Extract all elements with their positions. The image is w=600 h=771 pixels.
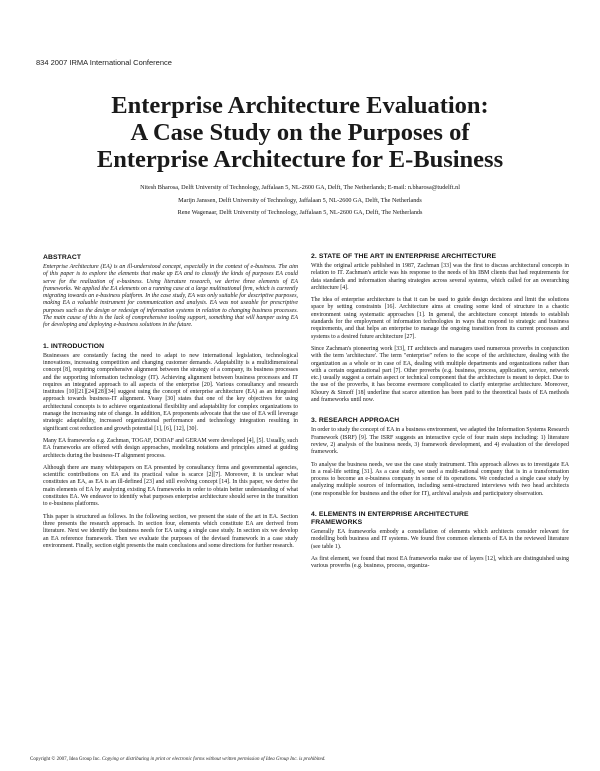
paragraph: Generally EA frameworks embody a constellation of elements which architects consider relevant for modelling both business and IT systems. We found five common elements of EA in the reviewed literature (see table 1). — [311, 529, 569, 550]
copyright-text: Copyright © 2007, Idea Group Inc. — [30, 757, 101, 762]
paragraph: In order to study the concept of EA in a business environment, we adapted the Information Systems Research Framework (ISRF) [9]. The ISRF suggests an interactive cycle of four main steps including: 1) literature review, 2) analysis of the business needs, 3) framework development, and 4) evaluation of the developed framework. — [311, 427, 569, 456]
title-line: Enterprise Architecture for E-Business — [96, 146, 504, 173]
title-line: Enterprise Architecture Evaluation: — [111, 92, 489, 119]
section-heading-elements — [311, 511, 569, 527]
heading-line: 4. ELEMENTS IN ENTERPRISE ARCHITECTURE — [311, 511, 469, 519]
author-line: Marijn Janssen, Delft University of Technology, Jaffalaan 5, NL-2600 GA, Delft, The Netherlands — [178, 196, 422, 204]
heading-line: FRAMEWORKS — [311, 519, 363, 527]
paragraph: Since Zachman's pioneering work [33], IT architects and managers used numerous proverbs in conjunction with the term 'architecture'. The term "enterprise" refers to the scope of the architecture, dealing with the organization as a whole or in case of EA, dealing with multiple departments and organizations rather than with a certain organizational part [7]. Other proverbs (e.g. business, process, application, service, network etc.) usually suggest a certain aspect or technical component that the architecture is meant to depict. Due to the use of the proverbs, it has become evermore complicated to clarify enterprise architecture. Moreover, Khoury & Simoff [18] underline that scarce attention has been paid to the theoretical basis of EA methods and frameworks until now. — [311, 345, 569, 404]
author-line: Nitesh Bharosa, Delft University of Technology, Jaffalaan 5, NL-2600 GA, Delft, The Netherlands; E-mail: n.bharosa@tudelft.nl — [140, 184, 460, 191]
section-heading-research-approach: 3. RESEARCH APPROACH — [311, 417, 400, 425]
abstract-heading: ABSTRACT — [43, 254, 82, 261]
running-head: 834 2007 IRMA International Conference — [36, 58, 172, 67]
left-column — [43, 254, 298, 555]
paragraph: This paper is structured as follows. In the following section, we present the state of the art in EA. Section three presents the research approach. In section four, elements which constitute EA are derived from literature. Next we identify the business needs for EA using a single case study. In section six we develop an EA reference framework. Then we evaluate the purposes of the devised framework in a case study environment. Finally, section eight presents the main conclusions and some directions for further research. — [43, 513, 298, 549]
right-column — [311, 253, 569, 576]
paragraph: Many EA frameworks e.g. Zachman, TOGAF, DODAF and GERAM were developed [4], [5]. Usually, such EA frameworks are offered with design approaches, modeling notations and principles aimed at guiding architects during the business-IT alignment process. — [43, 437, 298, 459]
paragraph: The idea of enterprise architecture is that it can be used to guide design decisions and limit the solutions space by setting constraints [16]. Architecture aims at creating some kind of structure in a chaotic environment using systematic approaches [1]. In general, the architecture concept intends to establish standards for the employment of information technologies in ways that respond to strategic and business requirements, and that helps an enterprise to manage the ongoing transition from its current processes and systems to a desired future architecture [27]. — [311, 297, 569, 340]
author-list — [36, 182, 564, 220]
paragraph: With the original article published in 1987, Zachman [33] was the first to discuss architectural concepts in relation to IT. Zachman's article was his response to the needs of his IBM clients that had requirements for data standards and information sharing strategies across several systems, which called for an overarching architecture [4]. — [311, 263, 569, 291]
section-heading-introduction: 1. INTRODUCTION — [43, 342, 105, 350]
copyright-footer — [30, 757, 575, 763]
title-line: A Case Study on the Purposes of — [130, 119, 470, 146]
paragraph: To analyse the business needs, we use the case study instrument. This approach allows us to investigate EA in a real-life setting [31]. As a case study, we used a multi-national company that is in a transformation process to become an e-business company in some of its operations. We conducted a single case study by analyzing multiple sources of information, including semi-structured interviews with two head architects (one responsible for business and the other for IT), archival analysis and participatory observation. — [311, 461, 569, 497]
abstract-text: Enterprise Architecture (EA) is an ill-understood concept, especially in the context of e-business. The aim of this paper is to explore the elements that make up EA and to classify the kinds of purposes EA could serve for the realization of e-business. Using literature research, we derive three elements of EA frameworks. We applied the EA elements on a running case at a large multinational firm, which is currently migrating towards an e-business platform. In the case study, EA was only suitable for descriptive purposes, making EA a valuable instrument for communication and analysis. EA was not useable for prescriptive purposes such as the design or redesign of information systems in relation to changing business processes. The main cause of this is the lack of comprehensive tooling support, something that will hamper using EA for developing and deploying e-business solutions in the future. — [43, 264, 298, 329]
paragraph: As first element, we found that most EA frameworks make use of layers [12], which are distinguished using various proverbs (e.g. business, process, organiza- — [311, 555, 569, 570]
copyright-notice: Copying or distributing in print or electronic forms without written permission of Idea Group Inc. is prohibited. — [101, 757, 326, 762]
paragraph: Businesses are constantly facing the need to adapt to new international legislation, technological innovations, increasing competition and changing customer demands. Adaptability is a multidimensional concept [8], requiring comprehensive alignment between the strategy of a company, its business processes and the supporting information technology (IT). Achieving alignment between business processes and IT requires an integrated approach to all aspects of the enterprise [20]. Various consultancy and research institutes [10][21][24][28][34] suggest using the concept of enterprise architecture (EA) as an integrated approach towards business-IT alignment. Veasy [30] states that one of the key objectives for using architectural concepts is to achieve organizational flexibility and adaptability for complex organizations to manage the increasing rate of change. In addition, EA proponents advocate that the use of EA will leverage strategic adaptability, increased organizational performance and technology integration resulting in significant cost reduction and growth potential [1], [6], [12], [30]. — [43, 352, 298, 432]
paper-title — [20, 92, 580, 173]
author-line: Rene Wagenaar, Delft University of Technology, Jaffalaan 5, NL-2600 GA, Delft, The Netherlands — [177, 209, 423, 216]
paragraph: Although there are many whitepapers on EA presented by consultancy firms and governmental agencies, scientific contributions on EA and its practical value is scarce [2][7]. Moreover, it is unclear what constitutes an EA, as EA is an ill-defined [23] and still evolving concept [14]. In this paper, we derive the main elements of EA by analyzing existing EA frameworks in order to obtain better understanding of what constitutes EA. We endeavor to identify what purposes enterprise architecture should serve in the transition to e-business platforms. — [43, 464, 298, 508]
section-heading-state-of-the-art: 2. STATE OF THE ART IN ENTERPRISE ARCHITECTURE — [311, 253, 497, 260]
